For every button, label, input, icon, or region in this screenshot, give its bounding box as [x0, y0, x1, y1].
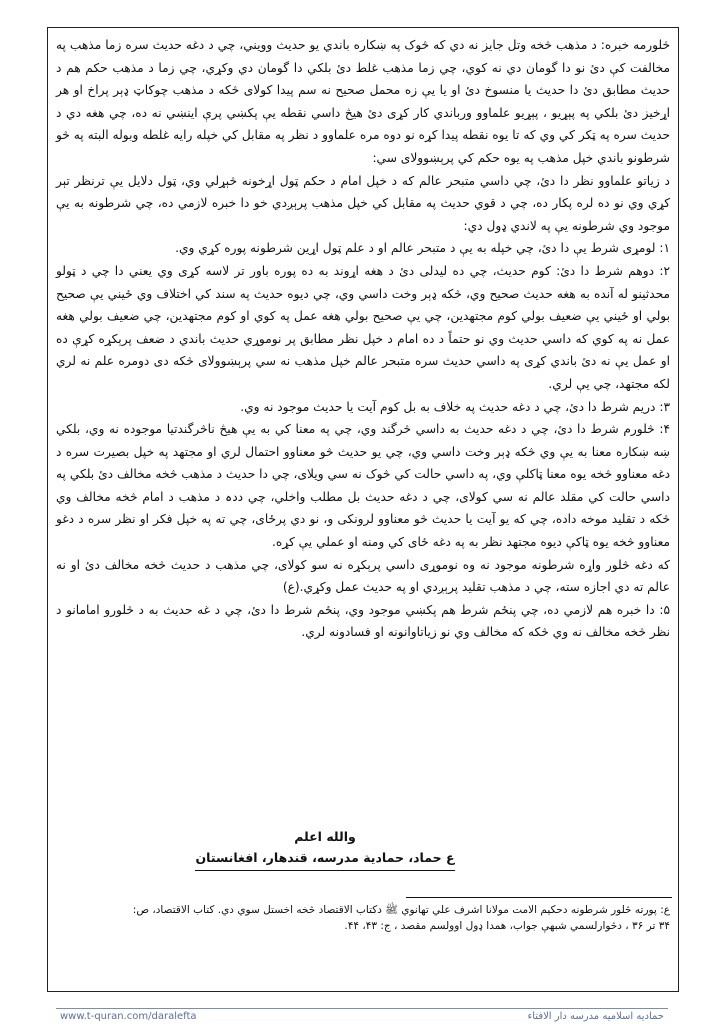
- footer-divider: [56, 1008, 668, 1009]
- footnote-line-2: ۳۴ تر ۳۶ ، دڅوارلسمي شبهې جواب، همدا ډول اوولسم مقصد ، ج: ۴۳، ۴۴.: [344, 920, 670, 932]
- condition-2: ۲: دوهم شرط دا دئ: کوم حدیث، چي ده لیدلی دئ د هغه اړوند به ده پوره باور تر لاسه کړی وي یعني دا چي د ټولو محدثینو له آنده به هغه حدیث صحیح وي، څکه ډېر وخت داسي وي، چي دیوه حدیث په سند کي اختلاف وي ځیني یې صحیح بولي او ځیني یې ضعیف بولي کوم مجتهدین، چي یې صحیح بولي هغه عمل په کوي او کوم مجتهدین، چي ضعیف بولي هغه عمل نه په کوي که داسي حدیث وي نو حتماً د ده امام د خپل نظر مطابق پر نوموړي حدیث باندي د ضعف پرېکړه کړې ده او عمل یې نه دئ باندي کړی په داسي حدیث سره متبحر عالم خپل مذهب نه سي پرېښوولای څکه دی دومره علم نه لري لکه مجتهد، چي یې لري.: [56, 263, 670, 391]
- condition-1: ۱: لومړی شرط یې دا دئ، چي خپله به یې د متبحر عالم او د علم ټول اړین شرطونه پوره کړي وي.: [175, 241, 670, 256]
- allah-knows-best: والله اعلم: [294, 829, 356, 844]
- signature-line: ع حماد، حمادیة مدرسه، قندهار، افغانستان: [195, 848, 454, 871]
- closing-block: [160, 827, 490, 871]
- condition-5: ۵: دا خبره هم لازمي ده، چي پنځم شرط هم پکښي موجود وي، پنځم شرط دا دئ، چي د غه حدیث به د څلورو امامانو د نظر څخه مخالف نه وي څکه که مخالف وي نو زیاتاوانونه او فسادونه لري.: [56, 602, 670, 640]
- footer-institution-title: حمادیه اسلامیه مدرسه دار الافتاء: [527, 1011, 664, 1022]
- paragraph-scholars-view: د زیاتو علماوو نظر دا دئ، چي داسي متبحر عالم که د خپل امام د حکم ټول اړخونه څېړلي وي، ټول دلایل یې ترنظر تېر کړي وي نو ده لره پکار ده، چي د قوي حدیث په مقابل کي خپل مذهب پرېږدي خو دا خبره لازمي ده، چي شرطونه به یې موجود وي شرطونه یې په لاندي ډول دي:: [56, 173, 670, 233]
- website-link[interactable]: www.t-quran.com/daralefta: [60, 1011, 197, 1022]
- fatwa-body: [56, 34, 670, 644]
- condition-4: ۴: څلورم شرط دا دئ، چي د دغه حدیث به داسي څرگند وي، چي په معنا کي به یې هیڅ ناڅرگندتیا موجوده نه وي، بلکي ښه ښکاره معنا به یې وي څکه ډېر وخت داسي وي، چي یو حدیث څو معناوو احتمال لري او مجتهد په خپل بصیرت سره د دغه معناوو څخه یوه معنا ټاکلې وي، په داسي حالت کي څوک نه سي ویلای، چي دا حدیث د مذهب څخه مخالف دئ بلکي په داسي حالت کي مقلد عالم نه سي کولای، چي د دغه حدیث بل مطلب واخلي، چي ددہ د مذهب د امام څخه مخالف وي څکه د تقلید موخه داده، چي که یو آیت یا حدیث څو معناوو لرونکی و، نو دي پرځای، چي ته په خپل فکر او نظر سره د دغو معناوو څخه یوه ټاکې دیوه مجتهد نظر به په دغه ځای کي ومنه او عملي یې کړه.: [56, 422, 670, 550]
- conditions-summary: که دغه څلور واړه شرطونه موجود نه وه نوموړی داسي پرېکړه نه سو کولای، چي مذهب د حدیث څخه مخالف دئ او نه عالم ته دي اجازه سته، چي د مذهب تقلید پرېږدي او په حدیث عمل وکړي.(ع): [56, 557, 670, 595]
- footnote-divider: [406, 897, 672, 898]
- condition-3: ۳: دریم شرط دا دئ، چي د دغه حدیث په خلاف به بل کوم آیت یا حدیث موجود نه وي.: [240, 399, 670, 414]
- footnote-line-1: ع: پورته څلور شرطونه دحکیم الامت مولانا اشرف علي تهانوي ﷺ دکتاب الاقتصاد څخه اخستل سوي دي. کتاب الاقتصاد، ص:: [132, 904, 670, 916]
- paragraph-fourth-matter: څلورمه خبره: د مذهب څخه وتل جایز نه دي که څوک په ښکاره باندي یو حدیث وویني، چي د دغه حدیث سره زما مذهب په مخالفت کې دئ نو دا گومان دي نه کوي، چي زما مذهب غلط دئ بلکي دا گومان دي وکړي، چي زما د مذهب حکم هم د حدیث مطابق دئ دا حدیث یا منسوخ دئ او یا یې زه محمل صحیح نه سم پیدا کولای څکه د مذهب چوکاټ ډېر پراخ او هر اړخیز دئ بلکي په پېړیو ، پېړیو علماوو ورباندي کار کړی دئ هیڅ داسي نقطه یې پکښي پرې اینښي نه ده، چي هغه دي د حدیث سره په ټکر کي وي که تا یوه نقطه پیدا کړه نو دوه مره علماوو د نظر په مقابل کي خپله رایه غلطه وبوله البته په څو شرطونو باندي خپل مذهب په یوه حکم کي پرېښوولای سي:: [56, 38, 670, 165]
- footnote: [56, 902, 670, 934]
